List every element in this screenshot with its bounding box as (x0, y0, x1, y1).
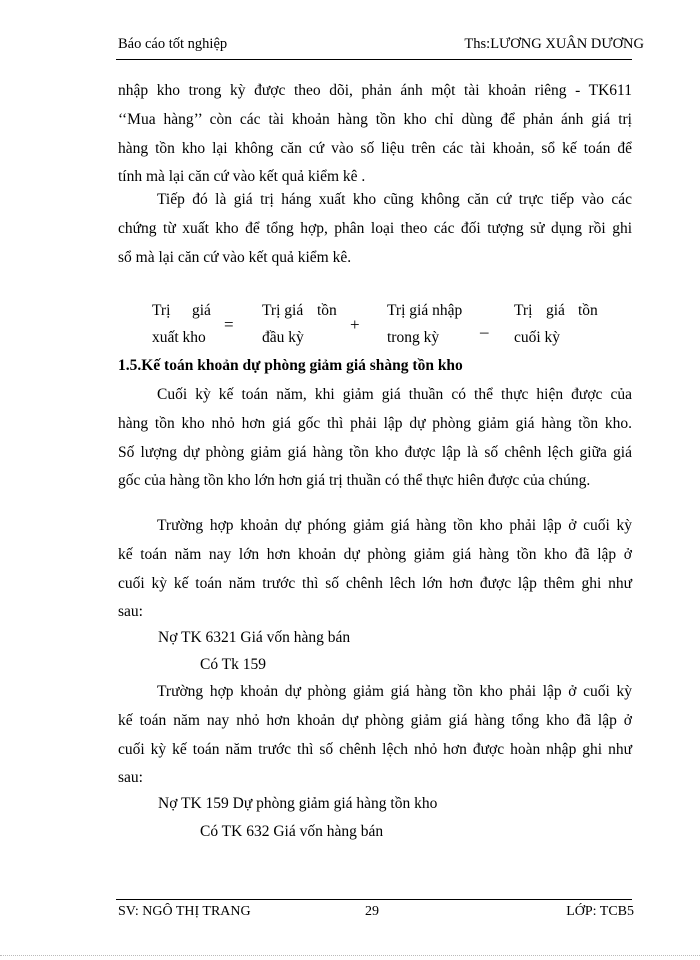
formula-term-3: trong kỳ (387, 329, 440, 346)
formula-term-1: Trị (152, 302, 171, 319)
page-bottom-border (0, 955, 700, 956)
formula-term-4: tồn (578, 302, 598, 319)
journal-entry-credit-2: Có TK 632 Giá vốn hàng bán (200, 823, 384, 840)
page-number: 29 (365, 904, 379, 919)
section-heading: 1.5.Kế toán khoản dự phòng giảm giá shàng tồn kho (118, 357, 463, 374)
text-line: gốc của hàng tồn kho lớn hơn giá trị thuần có thể thực hiên được của chúng. (118, 472, 591, 490)
text-line: sổ mà lại căn cứ vào kết quả kiểm kê. (118, 248, 352, 266)
formula-term-2: tồn (317, 302, 337, 319)
text-line: cuối kỳ kế toán năm trước thì số chênh lêch lớn hơn được lập thêm ghi như (118, 574, 632, 592)
text-line: Số lượng dự phòng giảm giá hàng tồn kho được lập là số chênh lệch giữa giá (118, 443, 632, 461)
text-line: Trường hợp khoản dự phòng giảm giá hàng tồn kho phải lập ở cuối kỳ (157, 683, 632, 700)
journal-entry-debit-1: Nợ TK 6321 Giá vốn hàng bán (158, 629, 351, 646)
formula-term-1: giá (192, 302, 211, 319)
header-supervisor: Ths:LƯƠNG XUÂN DƯƠNG (464, 36, 644, 52)
formula-term-3: Trị giá nhập (387, 302, 463, 319)
text-line: sau: (118, 603, 143, 621)
footer-divider (116, 899, 632, 900)
footer-student: SV: NGÔ THỊ TRANG (118, 904, 251, 919)
text-line: hàng tồn kho lại không căn cứ vào số liệu trên các tài khoản, sổ kế toán để (118, 139, 632, 157)
journal-entry-credit-1: Có Tk 159 (200, 656, 267, 673)
plus-sign: + (350, 315, 360, 334)
formula-term-4: giá (546, 302, 565, 319)
journal-entry-debit-2: Nợ TK 159 Dự phòng giảm giá hàng tồn kho (158, 795, 438, 812)
text-line: Cuối kỳ kế toán năm, khi giảm giá thuần có thể thực hiện được của (157, 386, 632, 403)
text-line: chứng từ xuất kho để tổng hợp, phân loại theo các đối tượng sử dụng rồi ghi (118, 219, 632, 237)
text-line: cuối kỳ kế toán năm trước thì số chênh lệch nhỏ hơn được hoàn nhập ghi như (118, 740, 632, 758)
section-paragraph-3 (118, 678, 632, 793)
text-line: tính mà lại căn cứ vào kết quả kiểm kê . (118, 168, 366, 186)
section-paragraph-2 (118, 512, 632, 627)
footer-class: LỚP: TCB5 (566, 904, 634, 919)
intro-paragraph-2 (118, 186, 632, 272)
header-title: Báo cáo tốt nghiệp (118, 36, 228, 52)
text-line: kế toán năm nay nhỏ hơn khoản dự phòng giảm giá hàng tổng kho đã lập ở (118, 711, 632, 729)
formula-term-1: xuất kho (152, 329, 206, 346)
formula-term-4: cuối kỳ (514, 329, 561, 346)
section-paragraph-1 (118, 381, 632, 496)
text-line: nhập kho trong kỳ được theo dõi, phản ánh một tài khoản riêng - TK611 (118, 82, 632, 99)
formula-term-4: Trị (514, 302, 533, 319)
formula-term-2: đầu kỳ (262, 329, 304, 346)
formula-term-2: Trị giá (262, 302, 304, 319)
equals-sign: = (224, 315, 234, 334)
intro-paragraph-1 (118, 77, 632, 192)
text-line: sau: (118, 769, 143, 787)
text-line: Tiếp đó là giá trị háng xuất kho cũng không căn cứ trực tiếp vào các (157, 191, 632, 208)
header-divider (116, 59, 632, 60)
minus-sign: – (480, 322, 489, 341)
text-line: ‘‘Mua hàng’’ còn các tài khoản hàng tồn kho chỉ dùng để phản ánh giá trị (118, 110, 632, 128)
text-line: kế toán năm nay lớn hơn khoản dự phòng giảm giá hàng tồn kho đã lập ở (118, 545, 632, 563)
text-line: Trường hợp khoản dự phóng giảm giá hàng tồn kho phải lập ở cuối kỳ (157, 517, 632, 534)
text-line: hàng tồn kho nhỏ hơn giá gốc thì phải lập dự phòng giảm giá hàng tồn kho. (118, 414, 632, 432)
